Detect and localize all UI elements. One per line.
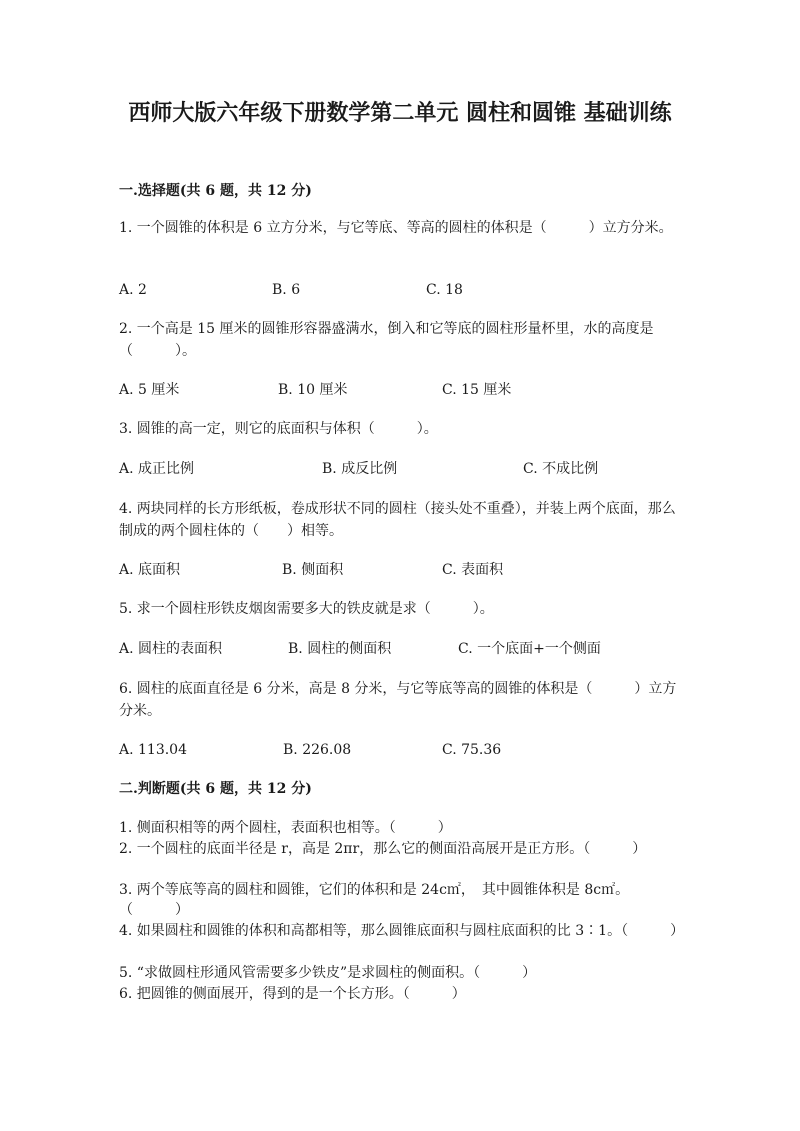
option-b: B. 圆柱的侧面积 bbox=[288, 641, 392, 657]
option-a: A. 5 厘米 bbox=[119, 382, 180, 398]
judgment-item: 6. 把圆锥的侧面展开，得到的是一个长方形。（ ） bbox=[119, 986, 466, 1002]
option-row bbox=[119, 560, 682, 580]
option-c: C. 表面积 bbox=[442, 562, 504, 578]
option-c: C. 18 bbox=[426, 282, 463, 298]
judgment-item: 5. “求做圆柱形通风管需要多少铁皮”是求圆柱的侧面积。（ ） bbox=[119, 965, 537, 981]
option-row bbox=[119, 380, 682, 400]
option-row bbox=[119, 740, 682, 760]
option-a: A. 底面积 bbox=[119, 562, 181, 578]
question-stem: 2. 一个高是 15 厘米的圆锥形容器盛满水，倒入和它等底的圆柱形量杯里，水的高度是（ ）。 bbox=[119, 321, 654, 359]
option-b: B. 侧面积 bbox=[282, 562, 344, 578]
question-stem: 3. 圆锥的高一定，则它的底面积与体积（ ）。 bbox=[119, 421, 438, 437]
option-b: B. 10 厘米 bbox=[278, 382, 348, 398]
option-c: C. 75.36 bbox=[442, 742, 502, 758]
option-a: A. 2 bbox=[119, 282, 147, 298]
judgment-item: 1. 侧面积相等的两个圆柱，表面积也相等。（ ） bbox=[119, 820, 452, 836]
judgment-item: 2. 一个圆柱的底面半径是 r，高是 2πr，那么它的侧面沿高展开是正方形。（ ） bbox=[119, 841, 647, 857]
option-a: A. 113.04 bbox=[119, 742, 187, 758]
option-a: A. 圆柱的表面积 bbox=[119, 641, 223, 657]
option-c: C. 15 厘米 bbox=[442, 382, 512, 398]
option-row bbox=[119, 280, 682, 300]
question-stem: 4. 两块同样的长方形纸板，卷成形状不同的圆柱（接头处不重叠），并装上两个底面，那么制成的两个圆柱体的（ ）相等。 bbox=[119, 501, 676, 539]
option-b: B. 成反比例 bbox=[322, 461, 398, 477]
option-c: C. 一个底面+一个侧面 bbox=[458, 641, 601, 657]
option-b: B. 6 bbox=[272, 282, 301, 298]
question-stem: 6. 圆柱的底面直径是 6 分米，高是 8 分米，与它等底等高的圆锥的体积是（ ）立方分米。 bbox=[119, 681, 677, 719]
judgment-item: 3. 两个等底等高的圆柱和圆锥，它们的体积和是 24c㎡， 其中圆锥体积是 8c㎡。（ ） bbox=[119, 882, 630, 918]
option-c: C. 不成比例 bbox=[523, 461, 599, 477]
option-row bbox=[119, 639, 682, 659]
section-heading-judgment: 二.判断题(共 6 题，共 12 分) bbox=[119, 781, 312, 797]
option-a: A. 成正比例 bbox=[119, 461, 195, 477]
question-stem: 5. 求一个圆柱形铁皮烟囱需要多大的铁皮就是求（ ）。 bbox=[119, 601, 494, 617]
page-title: 西师大版六年级下册数学第二单元 圆柱和圆锥 基础训练 bbox=[128, 100, 672, 126]
section-heading-choice: 一.选择题(共 6 题，共 12 分) bbox=[119, 183, 312, 199]
option-b: B. 226.08 bbox=[283, 742, 352, 758]
question-stem: 1. 一个圆锥的体积是 6 立方分米，与它等底、等高的圆柱的体积是（ ）立方分米。 bbox=[119, 220, 673, 236]
option-row bbox=[119, 459, 682, 479]
judgment-item: 4. 如果圆柱和圆锥的体积和高都相等，那么圆锥底面积与圆柱底面积的比 3∶1。（ ） bbox=[119, 923, 685, 939]
